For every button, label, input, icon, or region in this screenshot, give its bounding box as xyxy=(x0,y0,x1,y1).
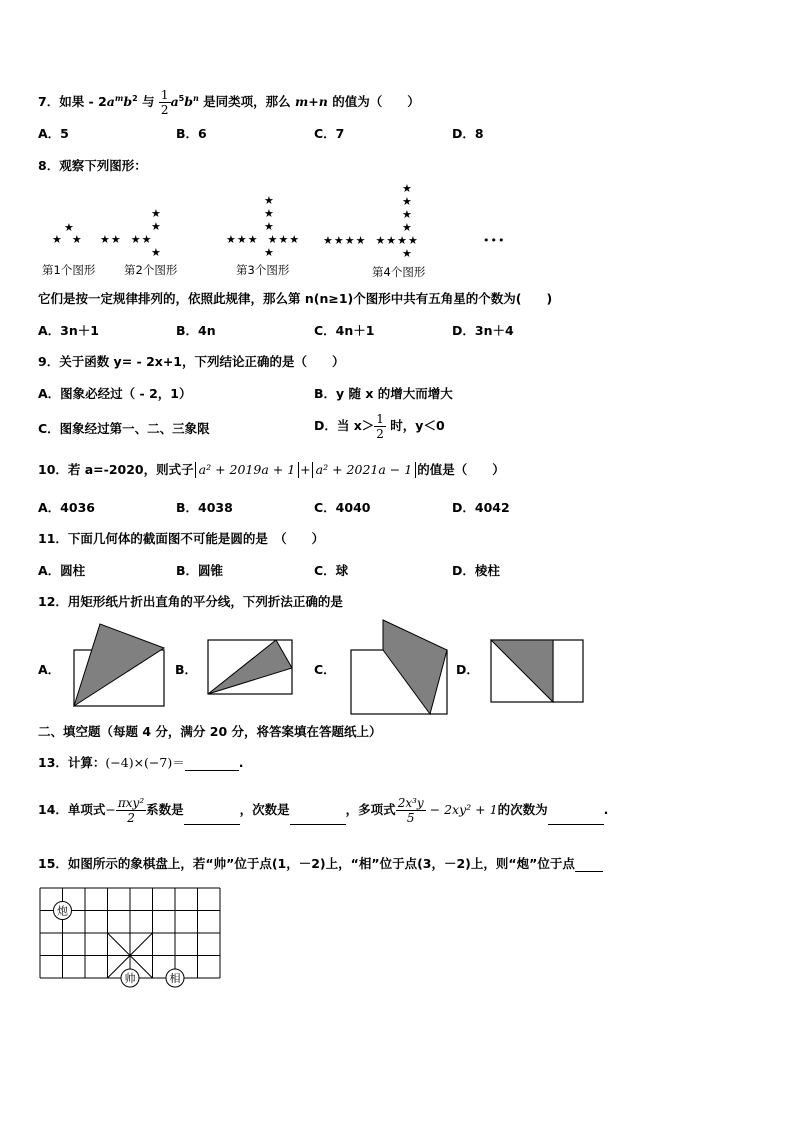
svg-text:帅: 帅 xyxy=(124,972,136,985)
q15-stem: 15．如图所示的象棋盘上，若“帅”位于点(1，－2)上，“相”位于点(3，－2)上，则“炮”位于点 xyxy=(38,856,603,872)
q11-stem: 11．下面几何体的截面图不可能是圆的是 （ ） xyxy=(38,531,325,546)
q12-label-b[interactable]: B． xyxy=(175,662,198,677)
exam-page: 7．如果 - $2a^mb^2$ 与 $\frac{1}{2}$ $a^5b^n$ 是同类项，那么 m+n 的值为（ ） A．5 B．6 C．7 D．8 8．观察下列图形： ★ ★ ★ ★ ★ ★★ ★★ ★ ★ ★ ★ ★★★ ★★★ ★ ★ ★ ★ ★ ★★★★ ★★★★ ★ ••• 第1个图形 第2个图形 第3个图形 第4个图形 它们是按一定规律排列的，依照此规律，那么第 n(n≥1)个图形中共有五角星的个数为( ) A．3n＋1 B．4n C．4n＋1 D．3n＋4 9．关于函数 y= - 2x+1，下列结论正确的是（ ） A．图象必经过（ - 2，1） B．y 随 x 的增大而增大 C．图象经过第一、二、三象限 D．当 x＞ $\frac{1}{2}$ 时，y＜0 10．若 a=-2020，则式子 a² + 2019a + 1 + a² + 2021a − 1 的值是（ ） A．4036 B．4038 C．4040 D．4042 11．下面几何体的截面图不可能是圆的是 （ ） A．圆柱 B．圆锥 C．球 D．棱柱 12．用矩形纸片折出直角的平分线，下列折法正确的是 A． B． C． D． 二、填空题（每题 4 分，满分 20 分，将答案填在答题纸上） 13．计算：(−4)×(−7)＝ . 14．单项式− $\frac{\text{πxy²}}{2}$ 系数是 ，次数是 ，多项式 $\frac{\text{2x³y}}{5}$ − 2xy² + 1的次数为 . 15．如图所示的象棋盘上，若“帅”位于点(1，－2)上，“相”位于点(3，－2)上，则“炮”位于点 炮 帅 相 xyxy=(0,0,794,1123)
piece-xiang[interactable] xyxy=(166,969,184,987)
piece-pao[interactable] xyxy=(54,902,72,920)
q10-abs-2: a² + 2021a − 1 xyxy=(312,462,417,478)
q12-stem: 12．用矩形纸片折出直角的平分线，下列折法正确的是 xyxy=(38,594,343,609)
svg-text:相: 相 xyxy=(169,972,181,985)
q8-option-c[interactable]: C．4n＋1 xyxy=(314,323,375,338)
q13-stem: 13．计算：(−4)×(−7)＝ . xyxy=(38,755,244,770)
q12-fold-figures xyxy=(0,618,794,718)
q14-blank-poly-degree[interactable] xyxy=(548,810,604,825)
q12-label-c[interactable]: C． xyxy=(314,662,336,677)
q8-ellipsis: ••• xyxy=(483,234,506,247)
q9-option-a[interactable]: A．图象必经过（ - 2，1） xyxy=(38,386,192,401)
q7-fraction: $\frac{1}{2}$ xyxy=(160,88,169,117)
q12-label-d[interactable]: D． xyxy=(456,662,479,677)
q7-stem: 7．如果 - $2a^mb^2$ 与 $\frac{1}{2}$ $a^5b^n$ 是同类项，那么 m+n 的值为（ ） xyxy=(38,88,420,117)
q12-figure-a[interactable] xyxy=(74,624,164,706)
q12-figure-b[interactable] xyxy=(208,640,292,694)
q8-option-d[interactable]: D．3n＋4 xyxy=(452,323,514,338)
q12-figure-d[interactable] xyxy=(491,640,583,702)
q10-option-a[interactable]: A．4036 xyxy=(38,500,95,515)
q12-label-a[interactable]: A． xyxy=(38,662,61,677)
q7-option-a[interactable]: A．5 xyxy=(38,126,69,141)
q14-polynomial-fraction: $\frac{\text{2x³y}}{5}$ xyxy=(397,796,424,825)
q8-stem: 8．观察下列图形： xyxy=(38,158,147,173)
q8-caption-3: 第3个图形 xyxy=(236,263,290,277)
q8-caption-2: 第2个图形 xyxy=(124,263,178,277)
q14-blank-degree[interactable] xyxy=(290,810,346,825)
svg-text:炮: 炮 xyxy=(57,904,68,918)
q9-option-d[interactable]: D．当 x＞ $\frac{1}{2}$ 时，y＜0 xyxy=(314,412,445,441)
q11-option-b[interactable]: B．圆锥 xyxy=(176,563,224,578)
q7-option-d[interactable]: D．8 xyxy=(452,126,484,141)
q10-option-c[interactable]: C．4040 xyxy=(314,500,371,515)
q9-option-c[interactable]: C．图象经过第一、二、三象限 xyxy=(38,421,210,436)
q8-caption-1: 第1个图形 xyxy=(42,263,96,277)
q11-option-d[interactable]: D．棱柱 xyxy=(452,563,500,578)
q14-stem: 14．单项式− $\frac{\text{πxy²}}{2}$ 系数是 ，次数是 ，多项式 $\frac{\text{2x³y}}{5}$ − 2xy² + 1的次数为 . xyxy=(38,796,609,825)
q8-question: 它们是按一定规律排列的，依照此规律，那么第 n(n≥1)个图形中共有五角星的个数为( ) xyxy=(38,291,553,306)
q10-option-b[interactable]: B．4038 xyxy=(176,500,233,515)
q14-monomial: $\frac{\text{πxy²}}{2}$ xyxy=(117,796,145,825)
q9-option-b[interactable]: B．y 随 x 的增大而增大 xyxy=(314,386,453,401)
q8-option-a[interactable]: A．3n＋1 xyxy=(38,323,99,338)
q14-blank-coefficient[interactable] xyxy=(184,810,240,825)
q11-option-c[interactable]: C．球 xyxy=(314,563,349,578)
q8-caption-4: 第4个图形 xyxy=(372,265,426,279)
q11-option-a[interactable]: A．圆柱 xyxy=(38,563,86,578)
q10-stem: 10．若 a=-2020，则式子 a² + 2019a + 1 + a² + 2021a − 1 的值是（ ） xyxy=(38,462,505,477)
q9-stem: 9．关于函数 y= - 2x+1，下列结论正确的是（ ） xyxy=(38,354,345,369)
section-2-heading: 二、填空题（每题 4 分，满分 20 分，将答案填在答题纸上） xyxy=(38,724,382,739)
q12-figure-c[interactable] xyxy=(351,620,447,714)
piece-shuai[interactable] xyxy=(121,969,139,987)
q7-option-b[interactable]: B．6 xyxy=(176,126,207,141)
q7-option-c[interactable]: C．7 xyxy=(314,126,345,141)
q8-option-b[interactable]: B．4n xyxy=(176,323,216,338)
q13-answer-blank[interactable] xyxy=(185,756,239,771)
q15-answer-blank[interactable] xyxy=(575,857,603,872)
q10-abs-1: a² + 2019a + 1 xyxy=(195,462,300,478)
q15-chessboard xyxy=(36,882,236,992)
q10-option-d[interactable]: D．4042 xyxy=(452,500,510,515)
